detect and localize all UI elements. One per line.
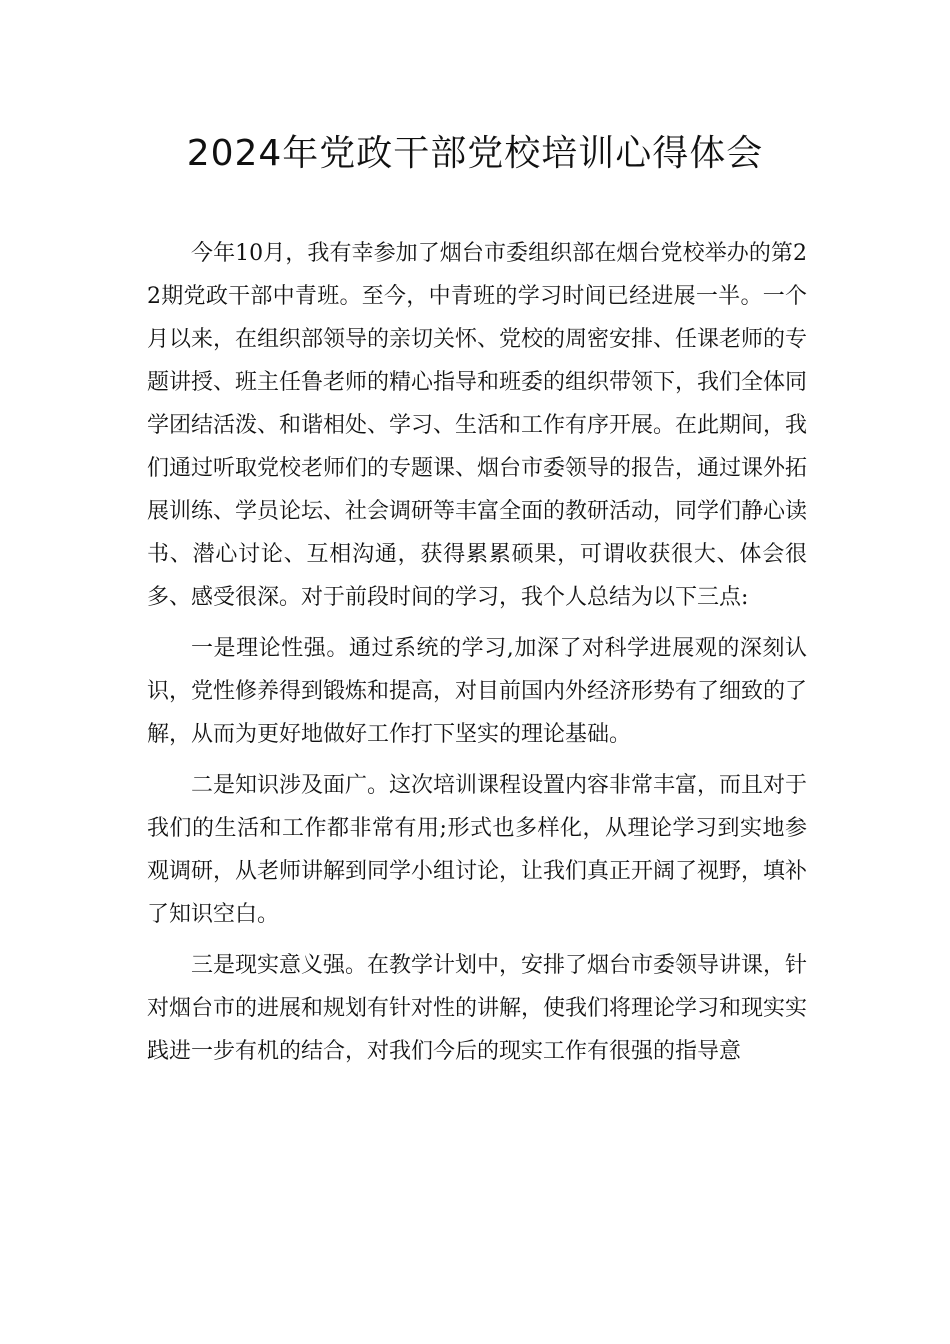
paragraph-point-three: 三是现实意义强。在教学计划中，安排了烟台市委领导讲课，针对烟台市的进展和规划有针对性的讲解，使我们将理论学习和现实实践进一步有机的结合，对我们今后的现实工作有很强的指导意: [147, 953, 808, 1064]
paragraph-point-one: 一是理论性强。通过系统的学习,加深了对科学进展观的深刻认识，党性修养得到锻炼和提高，对目前国内外经济形势有了细致的了解，从而为更好地做好工作打下坚实的理论基础。: [147, 636, 808, 747]
paragraph-intro: 今年10月，我有幸参加了烟台市委组织部在烟台党校举办的第22期党政干部中青班。至今，中青班的学习时间已经进展一半。一个月以来，在组织部领导的亲切关怀、党校的周密安排、任课老师的专题讲授、班主任鲁老师的精心指导和班委的组织带领下，我们全体同学团结活泼、和谐相处、学习、生活和工作有序开展。在此期间，我们通过听取党校老师们的专题课、烟台市委领导的报告，通过课外拓展训练、学员论坛、社会调研等丰富全面的教研活动，同学们静心读书、潜心讨论、互相沟通，获得累累硕果，可谓收获很大、体会很多、感受很深。对于前段时间的学习，我个人总结为以下三点:: [147, 241, 808, 610]
document-title: 2024年党政干部党校培训心得体会: [186, 133, 764, 174]
paragraph-point-two: 二是知识涉及面广。这次培训课程设置内容非常丰富，而且对于我们的生活和工作都非常有用;形式也多样化，从理论学习到实地参观调研，从老师讲解到同学小组讨论，让我们真正开阔了视野，填补了知识空白。: [147, 773, 808, 927]
document-body: [147, 232, 807, 1073]
